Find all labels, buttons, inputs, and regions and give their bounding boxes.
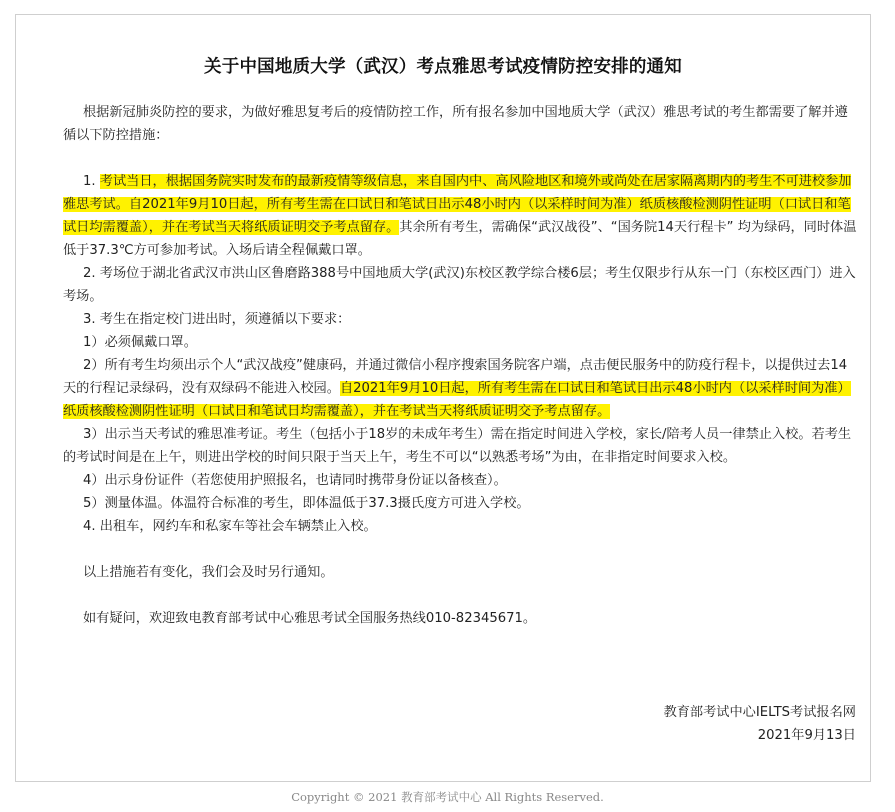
signature: 教育部考试中心IELTS考试报名网 xyxy=(663,705,856,720)
item-1-highlight: 考试当日，根据国务院实时发布的最新疫情等级信息，来自国内中、高风险地区和境外或尚处在居家隔离期内的考生不可进校参加雅思考试。自2021年9月10日起，所有考生需在口试日和笔试日出示48小时内（以采样时间为准）纸质核酸检测阴性证明（口试日和笔试日均需覆盖），并在考试当天将纸质证明交予考点留存。 xyxy=(63,174,852,235)
closing-contact: 如有疑问，欢迎致电教育部考试中心雅思考试全国服务热线010-82345671。 xyxy=(83,611,537,626)
item-1-number: 1. xyxy=(83,174,100,189)
notice-title: 关于中国地质大学（武汉）考点雅思考试疫情防控安排的通知 xyxy=(204,57,682,77)
item-3: 3. 考生在指定校门进出时，须遵循以下要求： xyxy=(83,312,351,327)
notice-body xyxy=(63,101,860,630)
sub-item-5: 5）测量体温。体温符合标准的考生，即体温低于37.3摄氏度方可进入学校。 xyxy=(83,496,530,511)
sub-item-2-highlight: 自2021年9月10日起，所有考生需在口试日和笔试日出示48小时内（以采样时间为准）纸质核酸检测阴性证明（口试日和笔试日均需覆盖），并在考试当天将纸质证明交予考点留存。 xyxy=(63,381,851,419)
sub-item-2-text: 2）所有考生均须出示个人“武汉战疫”健康码，并通过微信小程序搜索国务院客户端，点击便民服务中的防疫行程卡，以提供过去14天的行程记录绿码，没有双绿码不能进入校园。 xyxy=(63,358,848,396)
paragraph-gap xyxy=(63,538,860,561)
paragraph-gap xyxy=(63,584,860,607)
paragraph-gap xyxy=(63,147,860,170)
item-1-rest: 其余所有考生，需确保“武汉战役”、“国务院14天行程卡” 均为绿码，同时体温低于37.3℃方可参加考试。入场后请全程佩戴口罩。 xyxy=(63,220,857,258)
item-4: 4. 出租车，网约车和私家车等社会车辆禁止入校。 xyxy=(83,519,377,534)
closing-changes: 以上措施若有变化，我们会及时另行通知。 xyxy=(83,565,334,580)
sub-item-3: 3）出示当天考试的雅思准考证。考生（包括小于18岁的未成年考生）需在指定时间进入学校，家长/陪考人员一律禁止入校。若考生的考试时间是在上午，则进出学校的时间只限于当天上午，考生不可以“以熟悉考场”为由，在非指定时间要求入校。 xyxy=(63,427,852,465)
sub-item-2 xyxy=(63,354,860,423)
signature-date: 2021年9月13日 xyxy=(757,728,856,743)
intro-paragraph: 根据新冠肺炎防控的要求，为做好雅思复考后的疫情防控工作，所有报名参加中国地质大学（武汉）雅思考试的考生都需要了解并遵循以下防控措施： xyxy=(63,105,848,143)
copyright-footer: Copyright © 2021 教育部考试中心 All Rights Reserved. xyxy=(291,790,604,804)
sub-item-1: 1）必须佩戴口罩。 xyxy=(83,335,197,350)
item-2: 2. 考场位于湖北省武汉市洪山区鲁磨路388号中国地质大学(武汉)东校区教学综合楼6层；考生仅限步行从东一门（东校区西门）进入考场。 xyxy=(63,266,856,304)
notice-panel xyxy=(15,14,871,782)
signature-block xyxy=(664,701,856,747)
item-1 xyxy=(63,170,860,262)
sub-item-4: 4）出示身份证件（若您使用护照报名，也请同时携带身份证以备核查）。 xyxy=(83,473,507,488)
